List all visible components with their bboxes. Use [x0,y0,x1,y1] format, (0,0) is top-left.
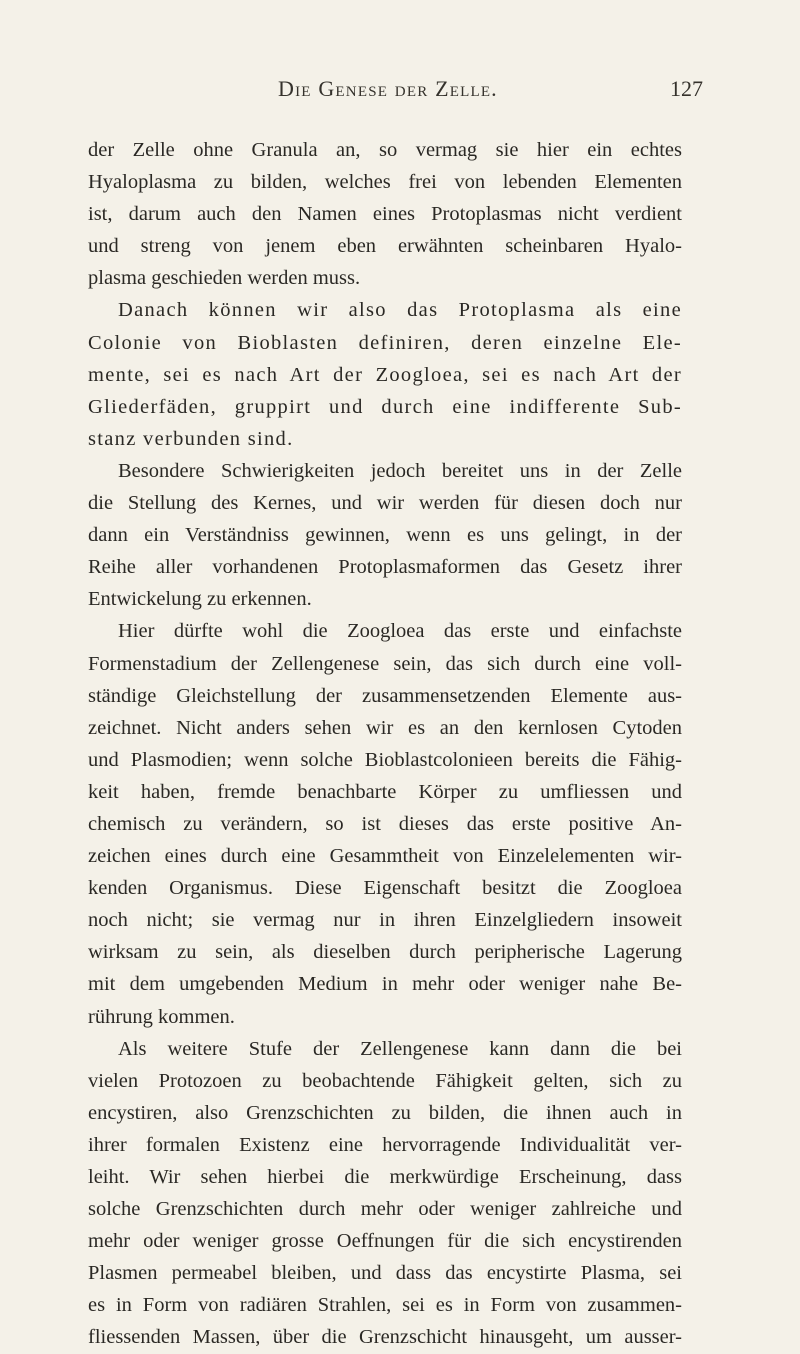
text-line: noch nicht; sie vermag nur in ihren Einzelgliedern insoweit [88,909,682,932]
text-line: chemisch zu verändern, so ist dieses das erste positive An- [88,812,682,835]
text-line: vielen Protozoen zu beobachtende Fähigkeit gelten, sich zu [88,1069,682,1092]
text-line: Entwickelung zu erkennen. [88,588,312,611]
text-line: mente, sei es nach Art der Zoogloea, sei es nach Art der [88,363,682,386]
text-line: der Zelle ohne Granula an, so vermag sie hier ein echtes [88,139,682,161]
body-text [88,134,682,1354]
text-line: mehr oder weniger grosse Oeffnungen für die sich encystirenden [88,1230,682,1253]
text-line: plasma geschieden werden muss. [88,267,361,290]
text-line: Gliederfäden, gruppirt und durch eine indifferente Sub- [88,395,682,418]
text-line: Als weitere Stufe der Zellengenese kann dann die bei [118,1037,682,1060]
running-head [0,76,800,106]
text-line: leiht. Wir sehen hierbei die merkwürdige Erscheinung, dass [88,1166,682,1188]
text-line: Plasmen permeabel bleiben, und dass das encystirte Plasma, sei [88,1262,682,1285]
text-line: ist, darum auch den Namen eines Protoplasmas nicht verdient [88,203,682,226]
text-line: fliessenden Massen, über die Grenzschicht hinausgeht, um ausser- [88,1326,682,1349]
text-line: rührung kommen. [88,1005,235,1028]
text-line: ständige Gleichstellung der zusammensetzenden Elemente aus- [88,684,682,707]
text-line: dann ein Verständniss gewinnen, wenn es uns gelingt, in der [88,524,682,547]
text-line: Hyaloplasma zu bilden, welches frei von lebenden Elementen [88,171,682,194]
text-line: Reihe aller vorhandenen Protoplasmaformen das Gesetz ihrer [88,556,682,579]
text-line: Colonie von Bioblasten definiren, deren einzelne Ele- [88,331,682,354]
text-line: und streng von jenem eben erwähnten scheinbaren Hyalo- [88,235,682,258]
text-line: zeichnet. Nicht anders sehen wir es an den kernlosen Cytoden [88,716,682,739]
text-line: solche Grenzschichten durch mehr oder weniger zahlreiche und [88,1198,682,1221]
running-head-title: Die Genese der Zelle. [278,76,498,101]
page-number: 127 [670,76,703,101]
text-line: und Plasmodien; wenn solche Bioblastcolonieen bereits die Fähig- [88,748,682,771]
text-line: keit haben, fremde benachbarte Körper zu umfliessen und [88,780,682,803]
text-line: es in Form von radiären Strahlen, sei es in Form von zusammen- [88,1294,682,1317]
text-line: Besondere Schwierigkeiten jedoch bereitet uns in der Zelle [118,459,682,482]
text-line: encystiren, also Grenzschichten zu bilden, die ihnen auch in [88,1101,682,1124]
text-line: wirksam zu sein, als dieselben durch peripherische Lagerung [88,941,682,964]
text-line: stanz verbunden sind. [88,427,294,450]
text-line: Hier dürfte wohl die Zoogloea das erste und einfachste [118,620,682,643]
text-line: ihrer formalen Existenz eine hervorragende Individualität ver- [88,1133,682,1156]
text-line: Formenstadium der Zellengenese sein, das sich durch eine voll- [88,652,682,675]
text-line: zeichen eines durch eine Gesammtheit von Einzelelementen wir- [88,845,682,868]
text-line: kenden Organismus. Diese Eigenschaft besitzt die Zoogloea [88,877,682,900]
text-line: die Stellung des Kernes, und wir werden für diesen doch nur [88,492,682,515]
text-line: mit dem umgebenden Medium in mehr oder weniger nahe Be- [88,973,682,996]
text-line: Danach können wir also das Protoplasma als eine [118,299,682,322]
